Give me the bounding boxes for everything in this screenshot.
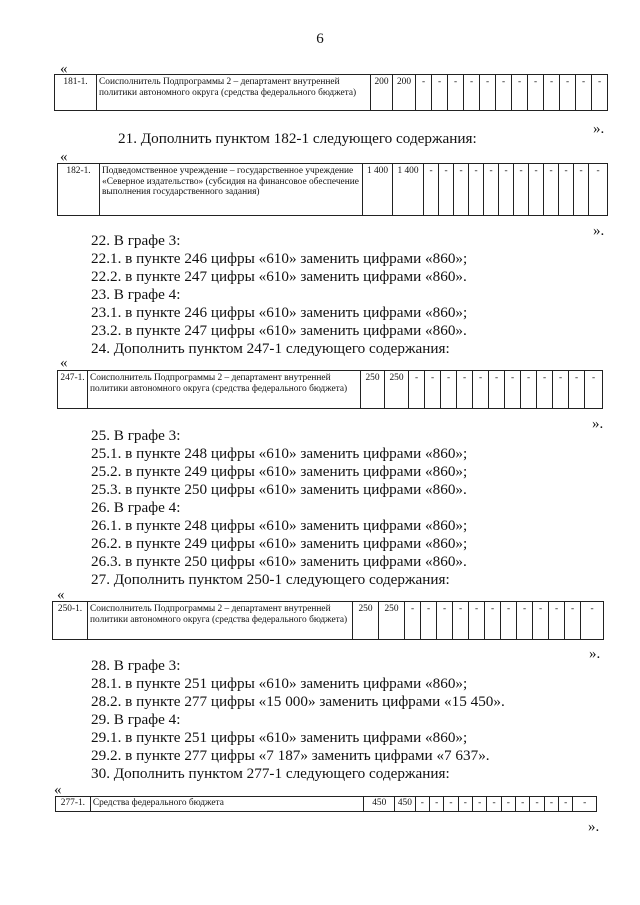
row-value-1: 1 400	[363, 164, 393, 216]
row-dash-cell: -	[559, 164, 574, 216]
row-dash-cell: -	[501, 602, 517, 640]
close-quote: ».	[593, 223, 605, 239]
row-dash-cell: -	[576, 75, 592, 111]
row-value-1: 450	[364, 797, 395, 812]
row-dash-cell: -	[472, 797, 486, 812]
row-dash-cell: -	[425, 371, 441, 409]
row-dash-cell: -	[484, 164, 499, 216]
row-dash-cell: -	[544, 797, 558, 812]
row-description: Подведомственное учреждение – государственное учреждение «Северное издательство» (субсидия на финансовое обеспечение выполнения государственного задания)	[100, 164, 363, 216]
row-value-1: 250	[361, 371, 385, 409]
row-value-1: 200	[371, 75, 393, 111]
row-value-1: 250	[353, 602, 379, 640]
row-dash-cell: -	[544, 75, 560, 111]
paragraph-29-1: 29.1. в пункте 251 цифры «610» заменить цифрами «860»;	[91, 729, 468, 746]
row-dash-cell: -	[421, 602, 437, 640]
row-dash-cell: -	[458, 797, 472, 812]
paragraph-29-2: 29.2. в пункте 277 цифры «7 187» заменить цифрами «7 637».	[91, 747, 490, 764]
row-number: 277-1.	[56, 797, 91, 812]
paragraph-28: 28. В графе 3:	[91, 657, 181, 674]
row-dash-cell: -	[565, 602, 581, 640]
row-dash-cell: -	[585, 371, 603, 409]
row-dash-cell: -	[454, 164, 469, 216]
row-dash-cell: -	[444, 797, 458, 812]
row-dash-cell: -	[514, 164, 529, 216]
close-quote: ».	[593, 121, 605, 137]
row-value-2: 1 400	[393, 164, 424, 216]
page-number: 6	[316, 31, 324, 47]
paragraph-25-3: 25.3. в пункте 250 цифры «610» заменить цифрами «860».	[91, 481, 467, 498]
paragraph-28-1: 28.1. в пункте 251 цифры «610» заменить цифрами «860»;	[91, 675, 468, 692]
row-dash-cell: -	[453, 602, 469, 640]
row-dash-cell: -	[569, 371, 585, 409]
amendment-row-181-1	[54, 74, 608, 111]
paragraph-26-2: 26.2. в пункте 249 цифры «610» заменить цифрами «860»;	[91, 535, 468, 552]
row-dash-cell: -	[496, 75, 512, 111]
row-dash-cell: -	[537, 371, 553, 409]
paragraph-25-1: 25.1. в пункте 248 цифры «610» заменить цифрами «860»;	[91, 445, 468, 462]
row-description: Соисполнитель Подпрограммы 2 – департамент внутренней политики автономного округа (средства федерального бюджета)	[97, 75, 371, 111]
row-number: 250-1.	[53, 602, 88, 640]
paragraph-23-2: 23.2. в пункте 247 цифры «610» заменить цифрами «860».	[91, 322, 467, 339]
row-dash-cell: -	[473, 371, 489, 409]
row-dash-cell: -	[429, 797, 443, 812]
row-dash-cell: -	[581, 602, 604, 640]
row-dash-cell: -	[553, 371, 569, 409]
paragraph-30: 30. Дополнить пунктом 277-1 следующего содержания:	[91, 765, 450, 782]
amendment-row-247-1	[57, 370, 603, 409]
row-dash-cell: -	[469, 602, 485, 640]
row-dash-cell: -	[559, 797, 573, 812]
open-quote: «	[60, 61, 68, 77]
row-dash-cell: -	[409, 371, 425, 409]
row-dash-cell: -	[544, 164, 559, 216]
row-dash-cell: -	[464, 75, 480, 111]
row-dash-cell: -	[574, 164, 589, 216]
row-value-2: 200	[393, 75, 416, 111]
row-dash-cell: -	[516, 797, 530, 812]
open-quote: «	[57, 587, 65, 603]
paragraph-27: 27. Дополнить пунктом 250-1 следующего содержания:	[91, 571, 450, 588]
row-description: Соисполнитель Подпрограммы 2 – департамент внутренней политики автономного округа (средства федерального бюджета)	[88, 602, 353, 640]
row-dash-cell: -	[487, 797, 501, 812]
row-dash-cell: -	[405, 602, 421, 640]
row-dash-cell: -	[560, 75, 576, 111]
amendment-row-250-1	[52, 601, 604, 640]
row-dash-cell: -	[505, 371, 521, 409]
row-dash-cell: -	[469, 164, 484, 216]
row-dash-cell: -	[424, 164, 439, 216]
amendment-row-277-1	[55, 796, 597, 812]
paragraph-26-3: 26.3. в пункте 250 цифры «610» заменить цифрами «860».	[91, 553, 467, 570]
paragraph-23: 23. В графе 4:	[91, 286, 181, 303]
row-dash-cell: -	[439, 164, 454, 216]
row-dash-cell: -	[489, 371, 505, 409]
row-dash-cell: -	[533, 602, 549, 640]
paragraph-25: 25. В графе 3:	[91, 427, 181, 444]
open-quote: «	[60, 355, 68, 371]
row-number: 247-1.	[58, 371, 88, 409]
row-dash-cell: -	[416, 75, 432, 111]
row-value-2: 250	[385, 371, 409, 409]
paragraph-25-2: 25.2. в пункте 249 цифры «610» заменить цифрами «860»;	[91, 463, 468, 480]
row-dash-cell: -	[530, 797, 544, 812]
open-quote: «	[54, 782, 62, 798]
row-number: 182-1.	[58, 164, 100, 216]
row-dash-cell: -	[512, 75, 528, 111]
close-quote: ».	[588, 819, 600, 835]
row-value-2: 450	[395, 797, 415, 812]
row-dash-cell: -	[589, 164, 608, 216]
paragraph-22-1: 22.1. в пункте 246 цифры «610» заменить цифрами «860»;	[91, 250, 468, 267]
row-dash-cell: -	[592, 75, 608, 111]
row-dash-cell: -	[480, 75, 496, 111]
row-dash-cell: -	[499, 164, 514, 216]
row-dash-cell: -	[501, 797, 515, 812]
paragraph-26: 26. В графе 4:	[91, 499, 181, 516]
open-quote: «	[60, 149, 68, 165]
row-dash-cell: -	[529, 164, 544, 216]
paragraph-22-2: 22.2. в пункте 247 цифры «610» заменить цифрами «860».	[91, 268, 467, 285]
row-dash-cell: -	[485, 602, 501, 640]
paragraph-22: 22. В графе 3:	[91, 232, 181, 249]
row-number: 181-1.	[55, 75, 97, 111]
paragraph-21: 21. Дополнить пунктом 182-1 следующего содержания:	[118, 130, 477, 147]
row-description: Средства федерального бюджета	[90, 797, 364, 812]
row-dash-cell: -	[432, 75, 448, 111]
paragraph-24: 24. Дополнить пунктом 247-1 следующего содержания:	[91, 340, 450, 357]
paragraph-23-1: 23.1. в пункте 246 цифры «610» заменить цифрами «860»;	[91, 304, 468, 321]
row-description: Соисполнитель Подпрограммы 2 – департамент внутренней политики автономного округа (средства федерального бюджета)	[88, 371, 361, 409]
paragraph-28-2: 28.2. в пункте 277 цифры «15 000» заменить цифрами «15 450».	[91, 693, 505, 710]
paragraph-29: 29. В графе 4:	[91, 711, 181, 728]
row-dash-cell: -	[441, 371, 457, 409]
row-dash-cell: -	[415, 797, 429, 812]
row-dash-cell: -	[517, 602, 533, 640]
row-dash-cell: -	[448, 75, 464, 111]
row-dash-cell: -	[549, 602, 565, 640]
row-dash-cell: -	[457, 371, 473, 409]
row-dash-cell: -	[573, 797, 597, 812]
paragraph-26-1: 26.1. в пункте 248 цифры «610» заменить цифрами «860»;	[91, 517, 468, 534]
row-dash-cell: -	[521, 371, 537, 409]
close-quote: ».	[592, 416, 604, 432]
close-quote: ».	[589, 646, 601, 662]
amendment-row-182-1	[57, 163, 608, 216]
row-dash-cell: -	[437, 602, 453, 640]
row-dash-cell: -	[528, 75, 544, 111]
row-value-2: 250	[379, 602, 405, 640]
